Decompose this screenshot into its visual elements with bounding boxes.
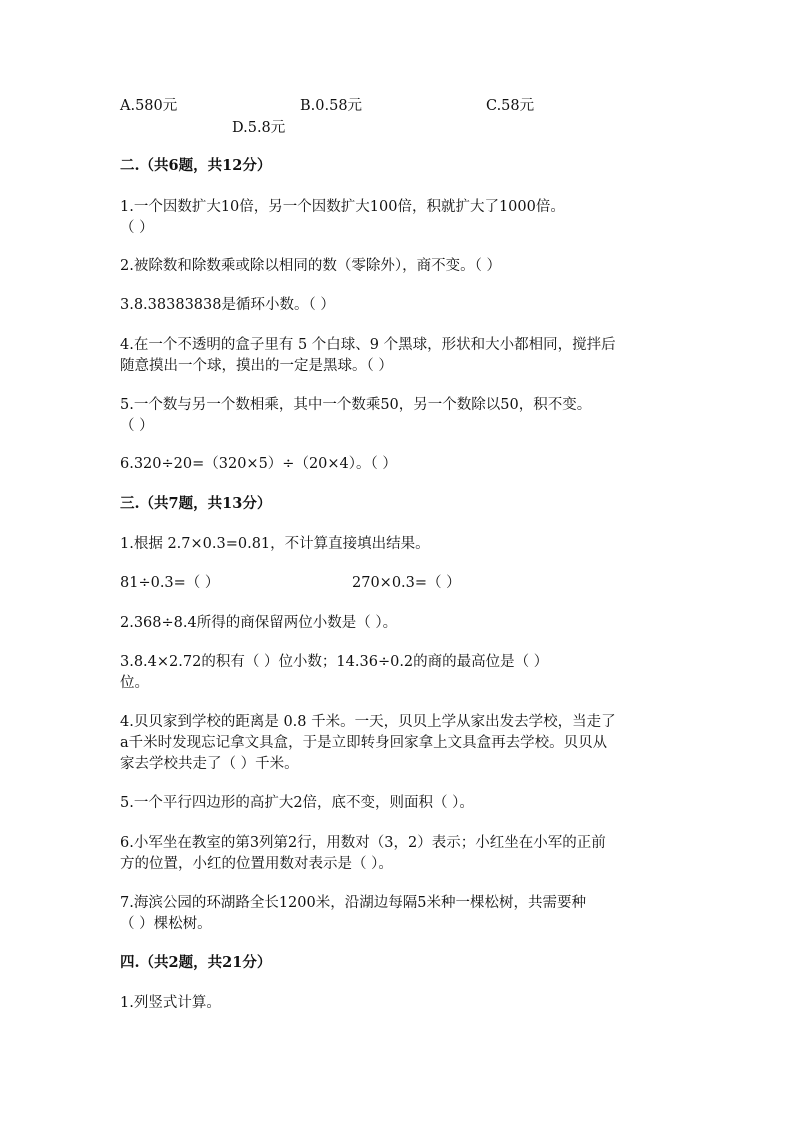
s2-q2: 2.被除数和除数乘或除以相同的数（零除外），商不变。（ ） [120,258,501,274]
s3-q4-line1: 4.贝贝家到学校的距离是 0.8 千米。一天，贝贝上学从家出发去学校，当走了 [120,714,616,730]
s3-q4-line3: 家去学校共走了（ ）千米。 [120,756,299,772]
s4-q1: 1.列竖式计算。 [120,995,221,1011]
option-a: A.580元 [120,98,178,114]
s2-q4-line1: 4.在一个不透明的盒子里有 5 个白球、9 个黑球，形状和大小都相同，搅拌后 [120,337,616,353]
s3-q7-line1: 7.海滨公园的环湖路全长1200米，沿湖边每隔5米种一棵松树，共需要种 [120,895,586,911]
option-b: B.0.58元 [300,98,363,114]
s3-q6-line2: 方的位置，小红的位置用数对表示是（ ）。 [120,856,393,872]
section4-heading: 四.（共2题，共21分） [120,954,272,971]
s3-q1-b: 270×0.3=（ ） [352,575,461,591]
section3-heading: 三.（共7题，共13分） [120,495,272,512]
s3-q4-line2: a千米时发现忘记拿文具盒，于是立即转身回家拿上文具盒再去学校。贝贝从 [120,735,608,751]
s3-q1: 1.根据 2.7×0.3=0.81，不计算直接填出结果。 [120,536,430,552]
s3-q2: 2.368÷8.4所得的商保留两位小数是（ ）。 [120,615,398,631]
s3-q6-line1: 6.小军坐在教室的第3列第2行，用数对（3，2）表示；小红坐在小军的正前 [120,835,606,851]
section2-heading: 二.（共6题，共12分） [120,157,272,174]
s3-q3-line2: 位。 [120,675,149,691]
s2-q6: 6.320÷20=（320×5）÷（20×4）。（ ） [120,456,397,472]
s3-q7-line2: （ ）棵松树。 [120,916,212,932]
s3-q5: 5.一个平行四边形的高扩大2倍，底不变，则面积（ ）。 [120,795,474,811]
s2-q1-line1: 1.一个因数扩大10倍，另一个因数扩大100倍，积就扩大了1000倍。 [120,199,565,215]
s2-q1-line2: （ ） [120,220,154,236]
option-d: D.5.8元 [232,120,286,136]
s3-q3-line1: 3.8.4×2.72的积有（ ）位小数；14.36÷0.2的商的最高位是（ ） [120,654,549,670]
s2-q4-line2: 随意摸出一个球，摸出的一定是黑球。（ ） [120,358,393,374]
s2-q5-line1: 5.一个数与另一个数相乘，其中一个数乘50，另一个数除以50，积不变。 [120,397,592,413]
s2-q3: 3.8.38383838是循环小数。（ ） [120,297,335,313]
s3-q1-a: 81÷0.3=（ ） [120,575,220,591]
s2-q5-line2: （ ） [120,418,154,434]
option-c: C.58元 [486,98,535,114]
